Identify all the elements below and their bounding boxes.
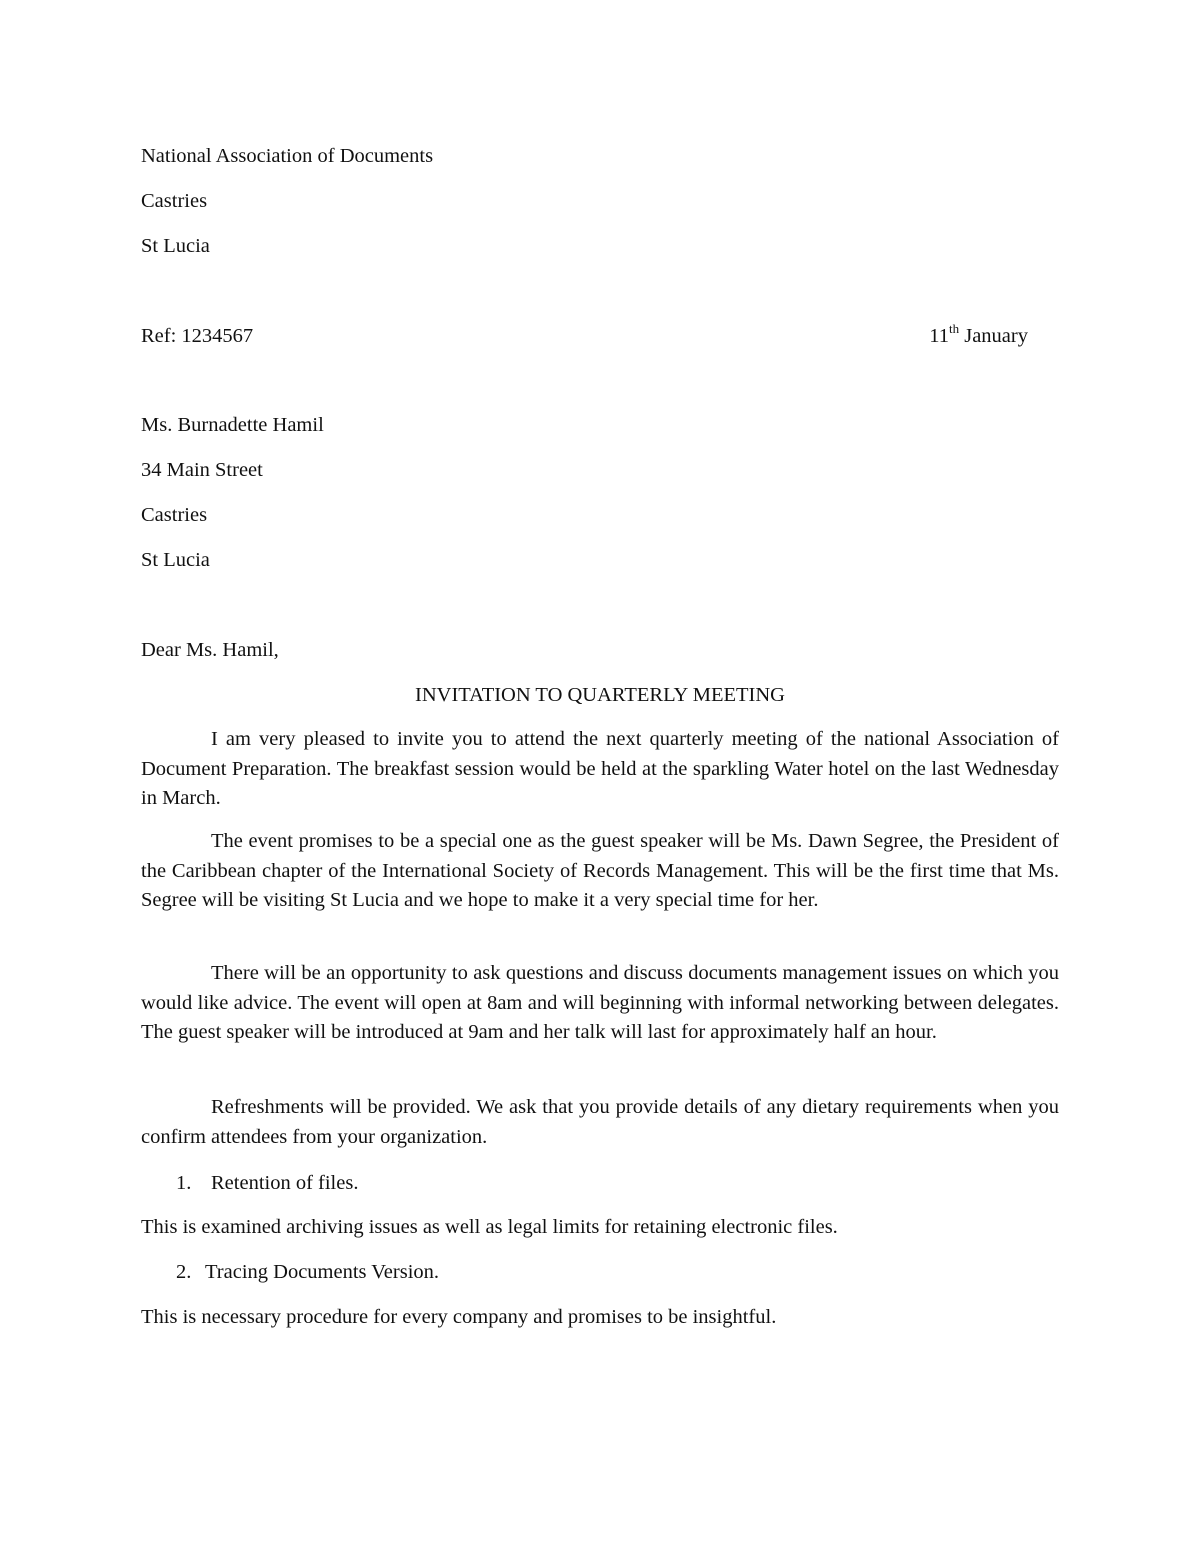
body-paragraph-4: Refreshments will be provided. We ask that you provide details of any dietary requirements when you confirm attendees from your organization. <box>141 1096 1059 1148</box>
reference-number: Ref: 1234567 <box>141 325 254 347</box>
topic-description-1: This is examined archiving issues as well as legal limits for retaining electronic files. <box>141 1216 838 1238</box>
body-paragraph-1: I am very pleased to invite you to attend the next quarterly meeting of the national Association of Document Preparation. The breakfast session would be held at the sparkling Water hotel on the last Wednesday in March. <box>141 728 1059 809</box>
recipient-country: St Lucia <box>141 549 210 571</box>
recipient-city: Castries <box>141 504 208 526</box>
topic-number: 1. <box>176 1172 192 1194</box>
topic-description-2: This is necessary procedure for every company and promises to be insightful. <box>141 1306 777 1328</box>
topic-item-1 <box>176 1170 358 1196</box>
topic-title: Retention of files. <box>211 1172 359 1194</box>
topic-number: 2. <box>176 1261 192 1283</box>
topic-item-2 <box>176 1259 439 1285</box>
letter-date <box>929 323 1028 349</box>
recipient-name: Ms. Burnadette Hamil <box>141 414 324 436</box>
sender-name: National Association of Documents <box>141 145 434 167</box>
date-day: 11 <box>929 325 949 347</box>
salutation: Dear Ms. Hamil, <box>141 639 279 661</box>
letter-subject: INVITATION TO QUARTERLY MEETING <box>415 684 785 706</box>
date-suffix: th <box>948 321 960 337</box>
sender-city: Castries <box>141 190 208 212</box>
body-paragraph-2: The event promises to be a special one as the guest speaker will be Ms. Dawn Segree, the President of the Caribbean chapter of the International Society of Records Management. This will be the first time that Ms. Segree will be visiting St Lucia and we hope to make it a very special time for her. <box>141 830 1059 911</box>
topic-title: Tracing Documents Version. <box>205 1261 440 1283</box>
body-paragraph-3: There will be an opportunity to ask questions and discuss documents management issues on which you would like advice. The event will open at 8am and will beginning with informal networking between delegates. The guest speaker will be introduced at 9am and her talk will last for approximately half an hour. <box>141 962 1059 1043</box>
sender-country: St Lucia <box>141 235 210 257</box>
date-month: January <box>964 325 1028 347</box>
recipient-street: 34 Main Street <box>141 459 263 481</box>
